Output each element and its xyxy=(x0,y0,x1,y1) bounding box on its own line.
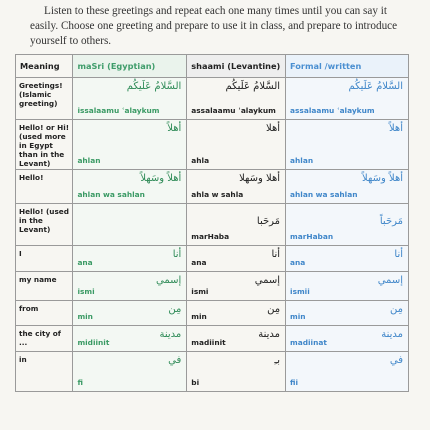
shaami-arabic-text: مِن xyxy=(267,304,281,315)
masri-cell xyxy=(73,120,187,170)
formal-cell xyxy=(286,204,409,246)
formal-cell xyxy=(286,78,409,120)
shaami-transliteration: ana xyxy=(191,258,207,267)
shaami-arabic-text: مَرحَبا xyxy=(256,216,281,227)
formal-arabic-text: مدينة xyxy=(381,329,403,340)
table-row xyxy=(16,326,409,352)
shaami-transliteration: min xyxy=(191,312,207,321)
table-row xyxy=(16,246,409,272)
masri-arabic-text: أنا xyxy=(172,249,182,260)
shaami-arabic-text: بـِ xyxy=(274,355,281,366)
shaami-transliteration: marHaba xyxy=(191,232,230,241)
formal-cell xyxy=(286,170,409,204)
formal-arabic-text: السَّلامُ عَلَيكُم xyxy=(348,81,403,92)
meaning-cell: I xyxy=(16,246,73,272)
formal-transliteration: min xyxy=(290,312,306,321)
masri-transliteration: issalaamu ʿalaykum xyxy=(77,106,160,115)
greetings-table xyxy=(15,54,409,392)
table-row xyxy=(16,352,409,392)
formal-arabic-text: أنا xyxy=(394,249,403,260)
instructions-text: Listen to these greetings and repeat each one many times until you can say it easily. Choose one greeting and prepare to use it in class, and prepare to introduce yourself to others. xyxy=(30,5,398,47)
masri-arabic-text: السَّلامُ عَلَيكُم xyxy=(126,81,182,92)
meaning-cell: Hello! (used in the Levant) xyxy=(16,204,73,246)
table-row xyxy=(16,301,409,326)
shaami-arabic-text: إسمي xyxy=(254,275,281,286)
shaami-cell xyxy=(187,326,286,352)
masri-transliteration: ana xyxy=(77,258,93,267)
shaami-arabic-text: السَّلامُ عَلَيكُم xyxy=(225,81,281,92)
meaning-cell: my name xyxy=(16,272,73,301)
masri-cell xyxy=(73,301,187,326)
header-formal: Formal /written xyxy=(286,55,409,78)
meaning-cell: in xyxy=(16,352,73,392)
table-row xyxy=(16,204,409,246)
formal-transliteration: assalaamu ʿalaykum xyxy=(290,106,375,115)
masri-arabic-text: أهلاً وسَهلاً xyxy=(140,173,182,184)
masri-cell xyxy=(73,246,187,272)
formal-cell xyxy=(286,352,409,392)
shaami-transliteration: ahla w sahla xyxy=(191,190,244,199)
meaning-cell: from xyxy=(16,301,73,326)
masri-arabic-text: أهلاً xyxy=(167,123,182,134)
masri-transliteration: min xyxy=(77,312,93,321)
formal-cell xyxy=(286,120,409,170)
shaami-cell xyxy=(187,204,286,246)
table-row xyxy=(16,78,409,120)
masri-transliteration: ahlan wa sahlan xyxy=(77,190,145,199)
masri-transliteration: midiinit xyxy=(77,338,110,347)
formal-cell xyxy=(286,272,409,301)
table-row xyxy=(16,170,409,204)
masri-cell xyxy=(73,170,187,204)
table-row xyxy=(16,120,409,170)
formal-transliteration: fii xyxy=(290,378,299,387)
masri-cell xyxy=(73,326,187,352)
formal-transliteration: ahlan wa sahlan xyxy=(290,190,358,199)
formal-arabic-text: في xyxy=(389,355,403,366)
formal-arabic-text: إسمي xyxy=(377,275,403,286)
meaning-cell: Greetings! (Islamic greeting) xyxy=(16,78,73,120)
shaami-transliteration: assalaamu ʿalaykum xyxy=(191,106,276,115)
shaami-cell xyxy=(187,120,286,170)
shaami-transliteration: madiinit xyxy=(191,338,226,347)
header-masri: maSri (Egyptian) xyxy=(73,55,187,78)
formal-arabic-text: أهلاً xyxy=(388,123,403,134)
meaning-cell: the city of ... xyxy=(16,326,73,352)
meaning-cell: Hello! or Hi! (used more in Egypt than in the Levant) xyxy=(16,120,73,170)
masri-transliteration: ismi xyxy=(77,287,95,296)
masri-cell xyxy=(73,352,187,392)
table-header-row xyxy=(16,55,409,78)
shaami-arabic-text: أهلا وسَهلا xyxy=(239,173,281,184)
shaami-transliteration: bi xyxy=(191,378,200,387)
formal-transliteration: ismii xyxy=(290,287,310,296)
shaami-cell xyxy=(187,352,286,392)
formal-transliteration: madiinat xyxy=(290,338,327,347)
masri-transliteration: ahlan xyxy=(77,156,101,165)
formal-cell xyxy=(286,301,409,326)
shaami-cell xyxy=(187,272,286,301)
masri-arabic-text: مِن xyxy=(168,304,182,315)
formal-transliteration: ahlan xyxy=(290,156,314,165)
formal-arabic-text: مِن xyxy=(390,304,403,315)
shaami-cell xyxy=(187,301,286,326)
masri-arabic-text: إسمي xyxy=(156,275,182,286)
shaami-arabic-text: مدينة xyxy=(258,329,281,340)
formal-transliteration: marHaban xyxy=(290,232,334,241)
masri-cell xyxy=(73,78,187,120)
meaning-cell: Hello! xyxy=(16,170,73,204)
shaami-arabic-text: أنا xyxy=(271,249,281,260)
header-meaning: Meaning xyxy=(16,55,73,78)
instructions-paragraph xyxy=(30,4,405,49)
header-shaami: shaami (Levantine) xyxy=(187,55,286,78)
shaami-cell xyxy=(187,246,286,272)
table-row xyxy=(16,272,409,301)
formal-cell xyxy=(286,246,409,272)
formal-arabic-text: أهلاً وسَهلاً xyxy=(362,173,403,184)
masri-arabic-text: في xyxy=(168,355,182,366)
formal-transliteration: ana xyxy=(290,258,306,267)
shaami-arabic-text: أهلا xyxy=(266,123,281,134)
masri-cell xyxy=(73,272,187,301)
masri-transliteration: fi xyxy=(77,378,83,387)
masri-arabic-text: مدينة xyxy=(159,329,182,340)
formal-arabic-text: مَرحَباً xyxy=(379,216,403,227)
shaami-cell xyxy=(187,170,286,204)
shaami-cell xyxy=(187,78,286,120)
table-body xyxy=(16,78,409,392)
formal-cell xyxy=(286,326,409,352)
shaami-transliteration: ahla xyxy=(191,156,210,165)
masri-cell xyxy=(73,204,187,246)
shaami-transliteration: ismi xyxy=(191,287,209,296)
